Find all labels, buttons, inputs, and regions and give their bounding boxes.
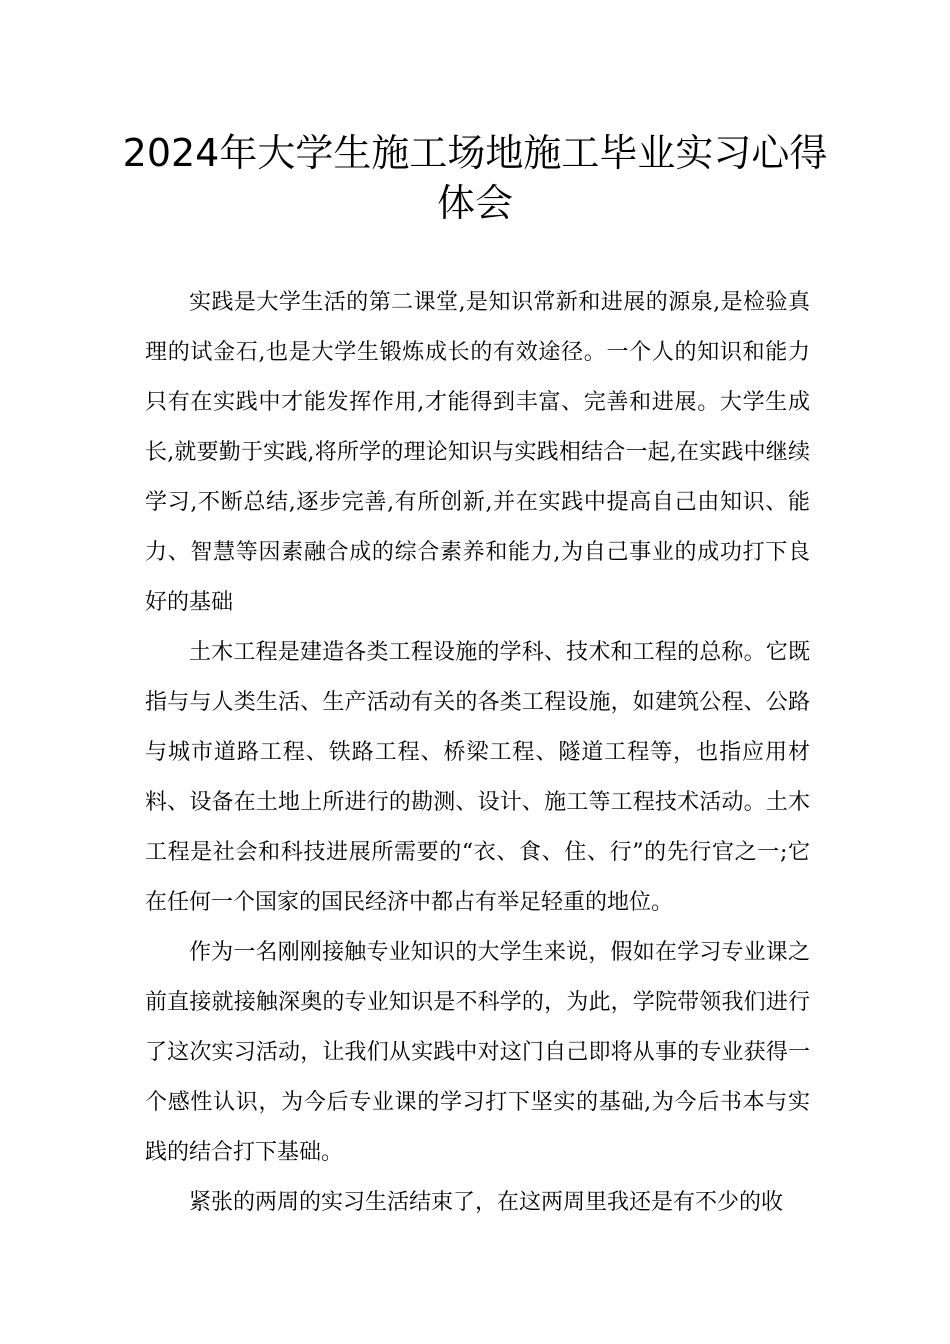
paragraph-conclusion-start: 紧张的两周的实习生活结束了，在这两周里我还是有不少的收 <box>189 1190 784 1215</box>
paragraph-civil-engineering: 土木工程是建造各类工程设施的学科、技术和工程的总称。它既指与与人类生活、生产活动有关的各类工程设施，如建筑公程、公路与城市道路工程、铁路工程、桥梁工程、隧道工程等，也指应用材料、设备在土地上所进行的勘测、设计、施工等工程技术活动。土木工程是社会和科技进展所需要的“衣、食、住、行”的先行官之一;它在任何一个国家的国民经济中都占有举足轻重的地位。 <box>145 640 810 915</box>
paragraph-internship-purpose: 作为一名刚刚接触专业知识的大学生来说，假如在学习专业课之前直接就接触深奥的专业知识是不科学的，为此，学院带领我们进行了这次实习活动，让我们从实践中对这门自己即将从事的专业获得一个感性认识，为今后专业课的学习打下坚实的基础,为今后书本与实践的结合打下基础。 <box>145 940 810 1165</box>
document-body <box>145 278 810 1228</box>
document-title: 2024年大学生施工场地施工毕业实习心得体会 <box>122 131 828 225</box>
paragraph-practice: 实践是大学生活的第二课堂,是知识常新和进展的源泉,是检验真理的试金石,也是大学生锻炼成长的有效途径。一个人的知识和能力只有在实践中才能发挥作用,才能得到丰富、完善和进展。大学生成长,就要勤于实践,将所学的理论知识与实践相结合一起,在实践中继续学习,不断总结,逐步完善,有所创新,并在实践中提高自己由知识、能力、智慧等因素融合成的综合素养和能力,为自己事业的成功打下良好的基础 <box>145 290 810 615</box>
